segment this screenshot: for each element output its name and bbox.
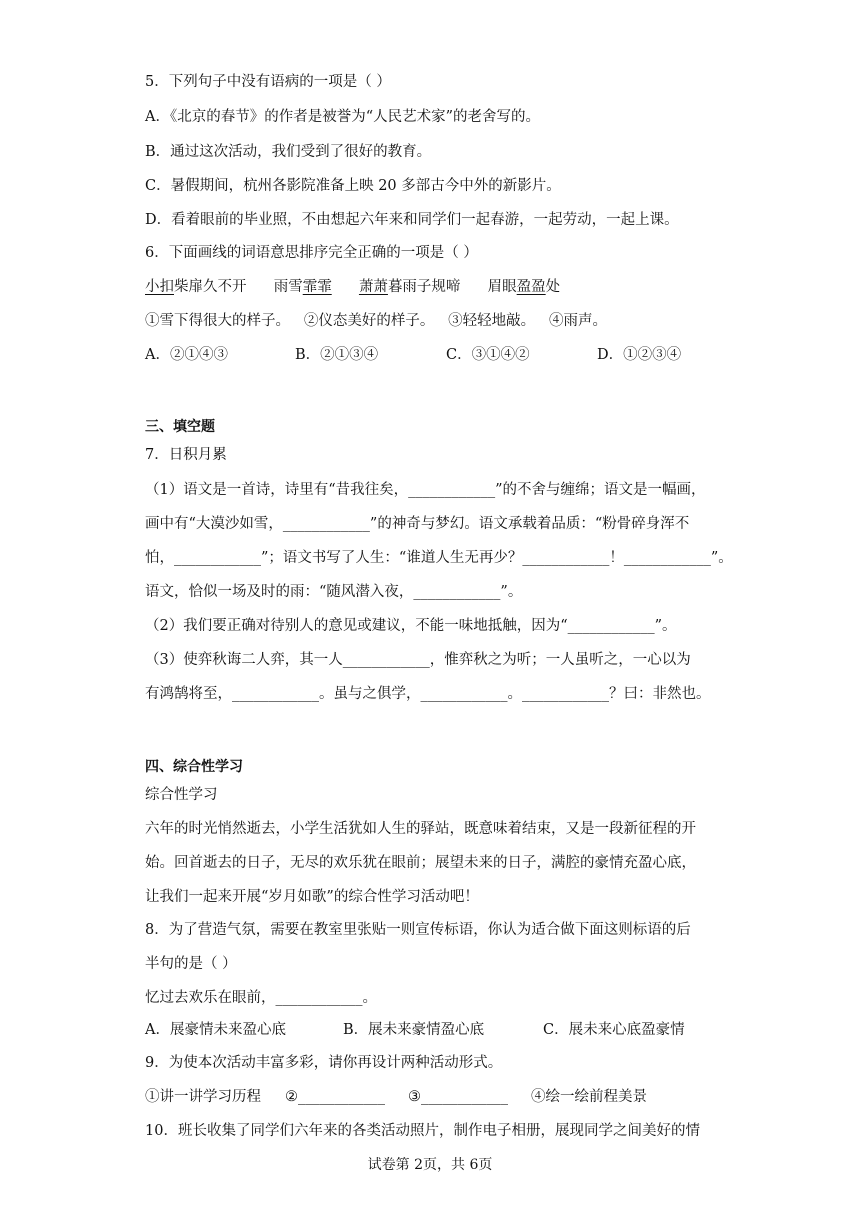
q9-option-2: ②____________ <box>285 1089 385 1105</box>
q6-option-d: D．①②③④ <box>597 347 682 363</box>
q7-line-1: （1）语文是一首诗，诗里有“昔我往矣，____________”的不舍与缠绵；语文是一幅画， <box>145 482 706 498</box>
word-text: 雨雪 <box>273 279 303 295</box>
q5-option-c: C．暑假期间，杭州各影院准备上映 20 多部古今中外的新影片。 <box>145 178 561 194</box>
intro-para-line-2: 始。回首逝去的日子，无尽的欢乐犹在眼前；展望未来的日子，满腔的豪情充盈心底， <box>145 855 696 871</box>
q6-option-c: C．③①④② <box>446 347 530 363</box>
q8-line-1: 8．为了营造气氛，需要在教室里张贴一则宣传标语，你认为适合做下面这则标语的后 <box>145 922 691 938</box>
q5-option-a: A．《北京的春节》的作者是被誉为“人民艺术家”的老舍写的。 <box>145 109 541 125</box>
word-text: 眉眼 <box>487 279 517 295</box>
q5-stem: 5．下列句子中没有语病的一项是（ ） <box>145 74 391 90</box>
q8-option-b: B．展未来豪情盈心底 <box>343 1022 485 1038</box>
q9-option-3: ③____________ <box>408 1089 508 1105</box>
q10-line-1: 10．班长收集了同学们六年来的各类活动照片，制作电子相册，展现同学之间美好的情 <box>145 1123 700 1139</box>
q7-line-6: （3）使弈秋诲二人弈，其一人____________，惟弈秋之为听；一人虽听之，一心以为 <box>145 652 691 668</box>
q8-option-c: C．展未来心底盈豪情 <box>543 1022 685 1038</box>
section-3-heading: 三、填空题 <box>145 419 215 435</box>
word-text: 处 <box>545 279 561 295</box>
word-text: 暮雨子规啼 <box>387 279 461 295</box>
q6-words <box>145 277 560 297</box>
q5-option-d: D．看着眼前的毕业照，不由想起六年来和同学们一起春游，一起劳动，一起上课。 <box>145 212 679 228</box>
q9-option-1: ①讲一讲学习历程 <box>145 1089 261 1105</box>
q6-meanings: ①雪下得很大的样子。 ②仪态美好的样子。 ③轻轻地敲。 ④雨声。 <box>145 313 607 329</box>
section-4-heading: 四、综合性学习 <box>145 759 243 775</box>
q5-option-b: B．通过这次活动，我们受到了很好的教育。 <box>145 144 432 160</box>
q7-line-3: 怕，____________”；语文书写了人生：“谁道人生无再少？____________！____________”。 <box>145 550 733 566</box>
q7-stem: 7．日积月累 <box>145 447 227 463</box>
intro-para-line-3: 让我们一起来开展“岁月如歌”的综合性学习活动吧！ <box>145 889 479 905</box>
underlined-word: 萧萧 <box>358 279 388 295</box>
q7-line-5: （2）我们要正确对待别人的意见或建议，不能一味地抵触，因为“____________”。 <box>145 618 677 634</box>
q6-option-a: A．②①④③ <box>145 347 228 363</box>
word-text: 柴扉久不开 <box>174 279 247 295</box>
underlined-word: 盈盈 <box>516 279 546 295</box>
underlined-word: 小扣 <box>145 279 174 295</box>
q6-stem: 6．下面画线的词语意思排序完全正确的一项是（ ） <box>145 245 478 261</box>
intro-para-line-1: 六年的时光悄然逝去，小学生活犹如人生的驿站，既意味着结束，又是一段新征程的开 <box>145 821 696 837</box>
q8-line-3: 忆过去欢乐在眼前，____________。 <box>145 990 377 1006</box>
intro-title: 综合性学习 <box>145 787 218 803</box>
q9-option-4: ④绘一绘前程美景 <box>531 1089 647 1105</box>
q8-line-2: 半句的是（ ） <box>145 956 237 972</box>
page-footer: 试卷第 2页，共 6页 <box>367 1157 493 1173</box>
q6-option-b: B．②①③④ <box>295 347 379 363</box>
q7-line-7: 有鸿鹄将至，____________。虽与之俱学，____________。____________？曰：非然也。 <box>145 686 711 702</box>
q9-stem: 9．为使本次活动丰富多彩，请你再设计两种活动形式。 <box>145 1055 503 1071</box>
q8-option-a: A．展豪情未来盈心底 <box>145 1022 286 1038</box>
underlined-word: 霏霏 <box>302 279 332 295</box>
q7-line-4: 语文，恰似一场及时的雨：“随风潜入夜，____________”。 <box>145 584 523 600</box>
q7-line-2: 画中有“大漠沙如雪，____________”的神奇与梦幻。语文承载着品质：“粉骨碎身浑不 <box>145 516 690 532</box>
